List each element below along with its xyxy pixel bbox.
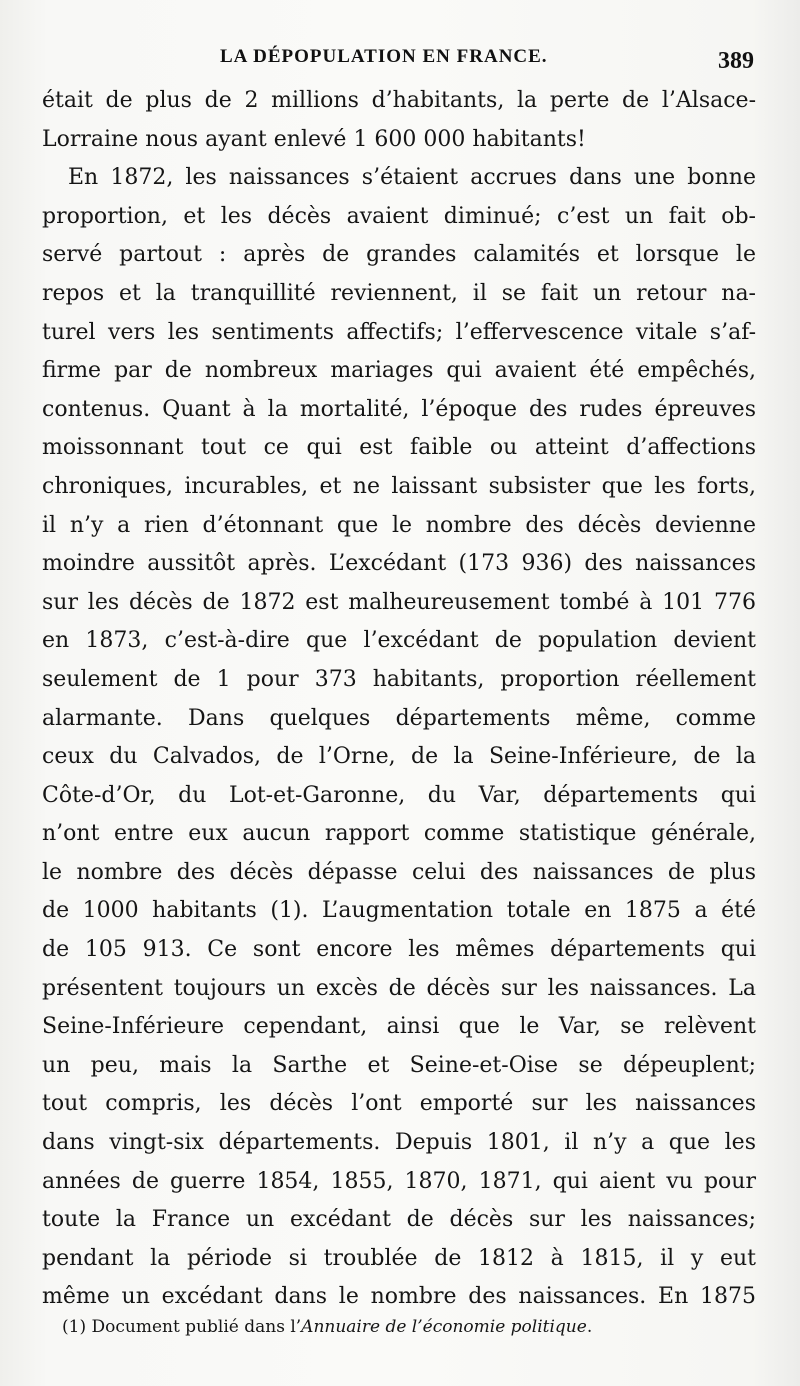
running-title: LA DÉPOPULATION EN FRANCE. — [220, 46, 548, 67]
text-line: il n’y a rien d’étonnant que le nombre des décès devienne — [42, 512, 756, 538]
text-line: de 1000 habitants (1). L’augmentation totale en 1875 a été — [42, 898, 756, 924]
body-text — [42, 82, 756, 1317]
text-line: Côte-d’Or, du Lot-et-Garonne, du Var, départements qui — [42, 782, 756, 808]
text-line: moindre aussitôt après. L’excédant (173 936) des naissances — [42, 551, 756, 577]
footnote-source-title: Annuaire de l’économie politique — [301, 1317, 587, 1337]
footnote-suffix: . — [586, 1317, 593, 1337]
text-line: de 105 913. Ce sont encore les mêmes départements qui — [42, 937, 756, 963]
text-line: en 1873, c’est-à-dire que l’excédant de population devient — [42, 628, 756, 654]
text-line: turel vers les sentiments affectifs; l’effervescence vitale s’af- — [42, 319, 756, 345]
text-line: proportion, et les décès avaient diminué; c’est un fait ob- — [42, 203, 756, 229]
text-line: toute la France un excédant de décès sur les naissances; — [42, 1207, 756, 1233]
text-line: seulement de 1 pour 373 habitants, proportion réellement — [42, 666, 756, 692]
text-line: n’ont entre eux aucun rapport comme statistique générale, — [42, 821, 756, 847]
text-line: sur les décès de 1872 est malheureusement tombé à 101 776 — [42, 589, 756, 615]
text-line: années de guerre 1854, 1855, 1870, 1871, qui aient vu pour — [42, 1168, 756, 1194]
footnote-prefix: (1) Document publié dans l’ — [62, 1317, 302, 1337]
text-line: firme par de nombreux mariages qui avaient été empêchés, — [42, 358, 756, 384]
text-line: même un excédant dans le nombre des naissances. En 1875 — [42, 1284, 756, 1310]
text-line: tout compris, les décès l’ont emporté sur les naissances — [42, 1091, 756, 1117]
text-line: pendant la période si troublée de 1812 à 1815, il y eut — [42, 1245, 756, 1271]
text-line: était de plus de 2 millions d’habitants, la perte de l’Alsace- — [42, 88, 756, 113]
text-line: moissonnant tout ce qui est faible ou atteint d’affections — [42, 435, 756, 461]
text-line: présentent toujours un excès de décès sur les naissances. La — [42, 975, 756, 1001]
text-line: En 1872, les naissances s’étaient accrues dans une bonne — [68, 165, 756, 191]
text-line: servé partout : après de grandes calamités et lorsque le — [42, 242, 756, 268]
text-line: chroniques, incurables, et ne laissant subsister que les forts, — [42, 473, 756, 499]
text-line: dans vingt-six départements. Depuis 1801, il n’y a que les — [42, 1130, 756, 1156]
text-line: un peu, mais la Sarthe et Seine-et-Oise se dépeuplent; — [42, 1052, 756, 1078]
text-line: Seine-Inférieure cependant, ainsi que le Var, se relèvent — [42, 1014, 756, 1040]
running-header — [0, 40, 800, 76]
text-line: contenus. Quant à la mortalité, l’époque des rudes épreuves — [42, 396, 756, 422]
text-line: Lorraine nous ayant enlevé 1 600 000 habitants! — [42, 126, 586, 152]
text-line: repos et la tranquillité reviennent, il se fait un retour na- — [42, 280, 756, 306]
text-line: ceux du Calvados, de l’Orne, de la Seine-Inférieure, de la — [42, 744, 756, 770]
text-line: le nombre des décès dépasse celui des naissances de plus — [42, 859, 756, 885]
page-number: 389 — [718, 48, 754, 74]
footnote — [62, 1312, 752, 1342]
text-line: alarmante. Dans quelques départements même, comme — [42, 705, 756, 731]
